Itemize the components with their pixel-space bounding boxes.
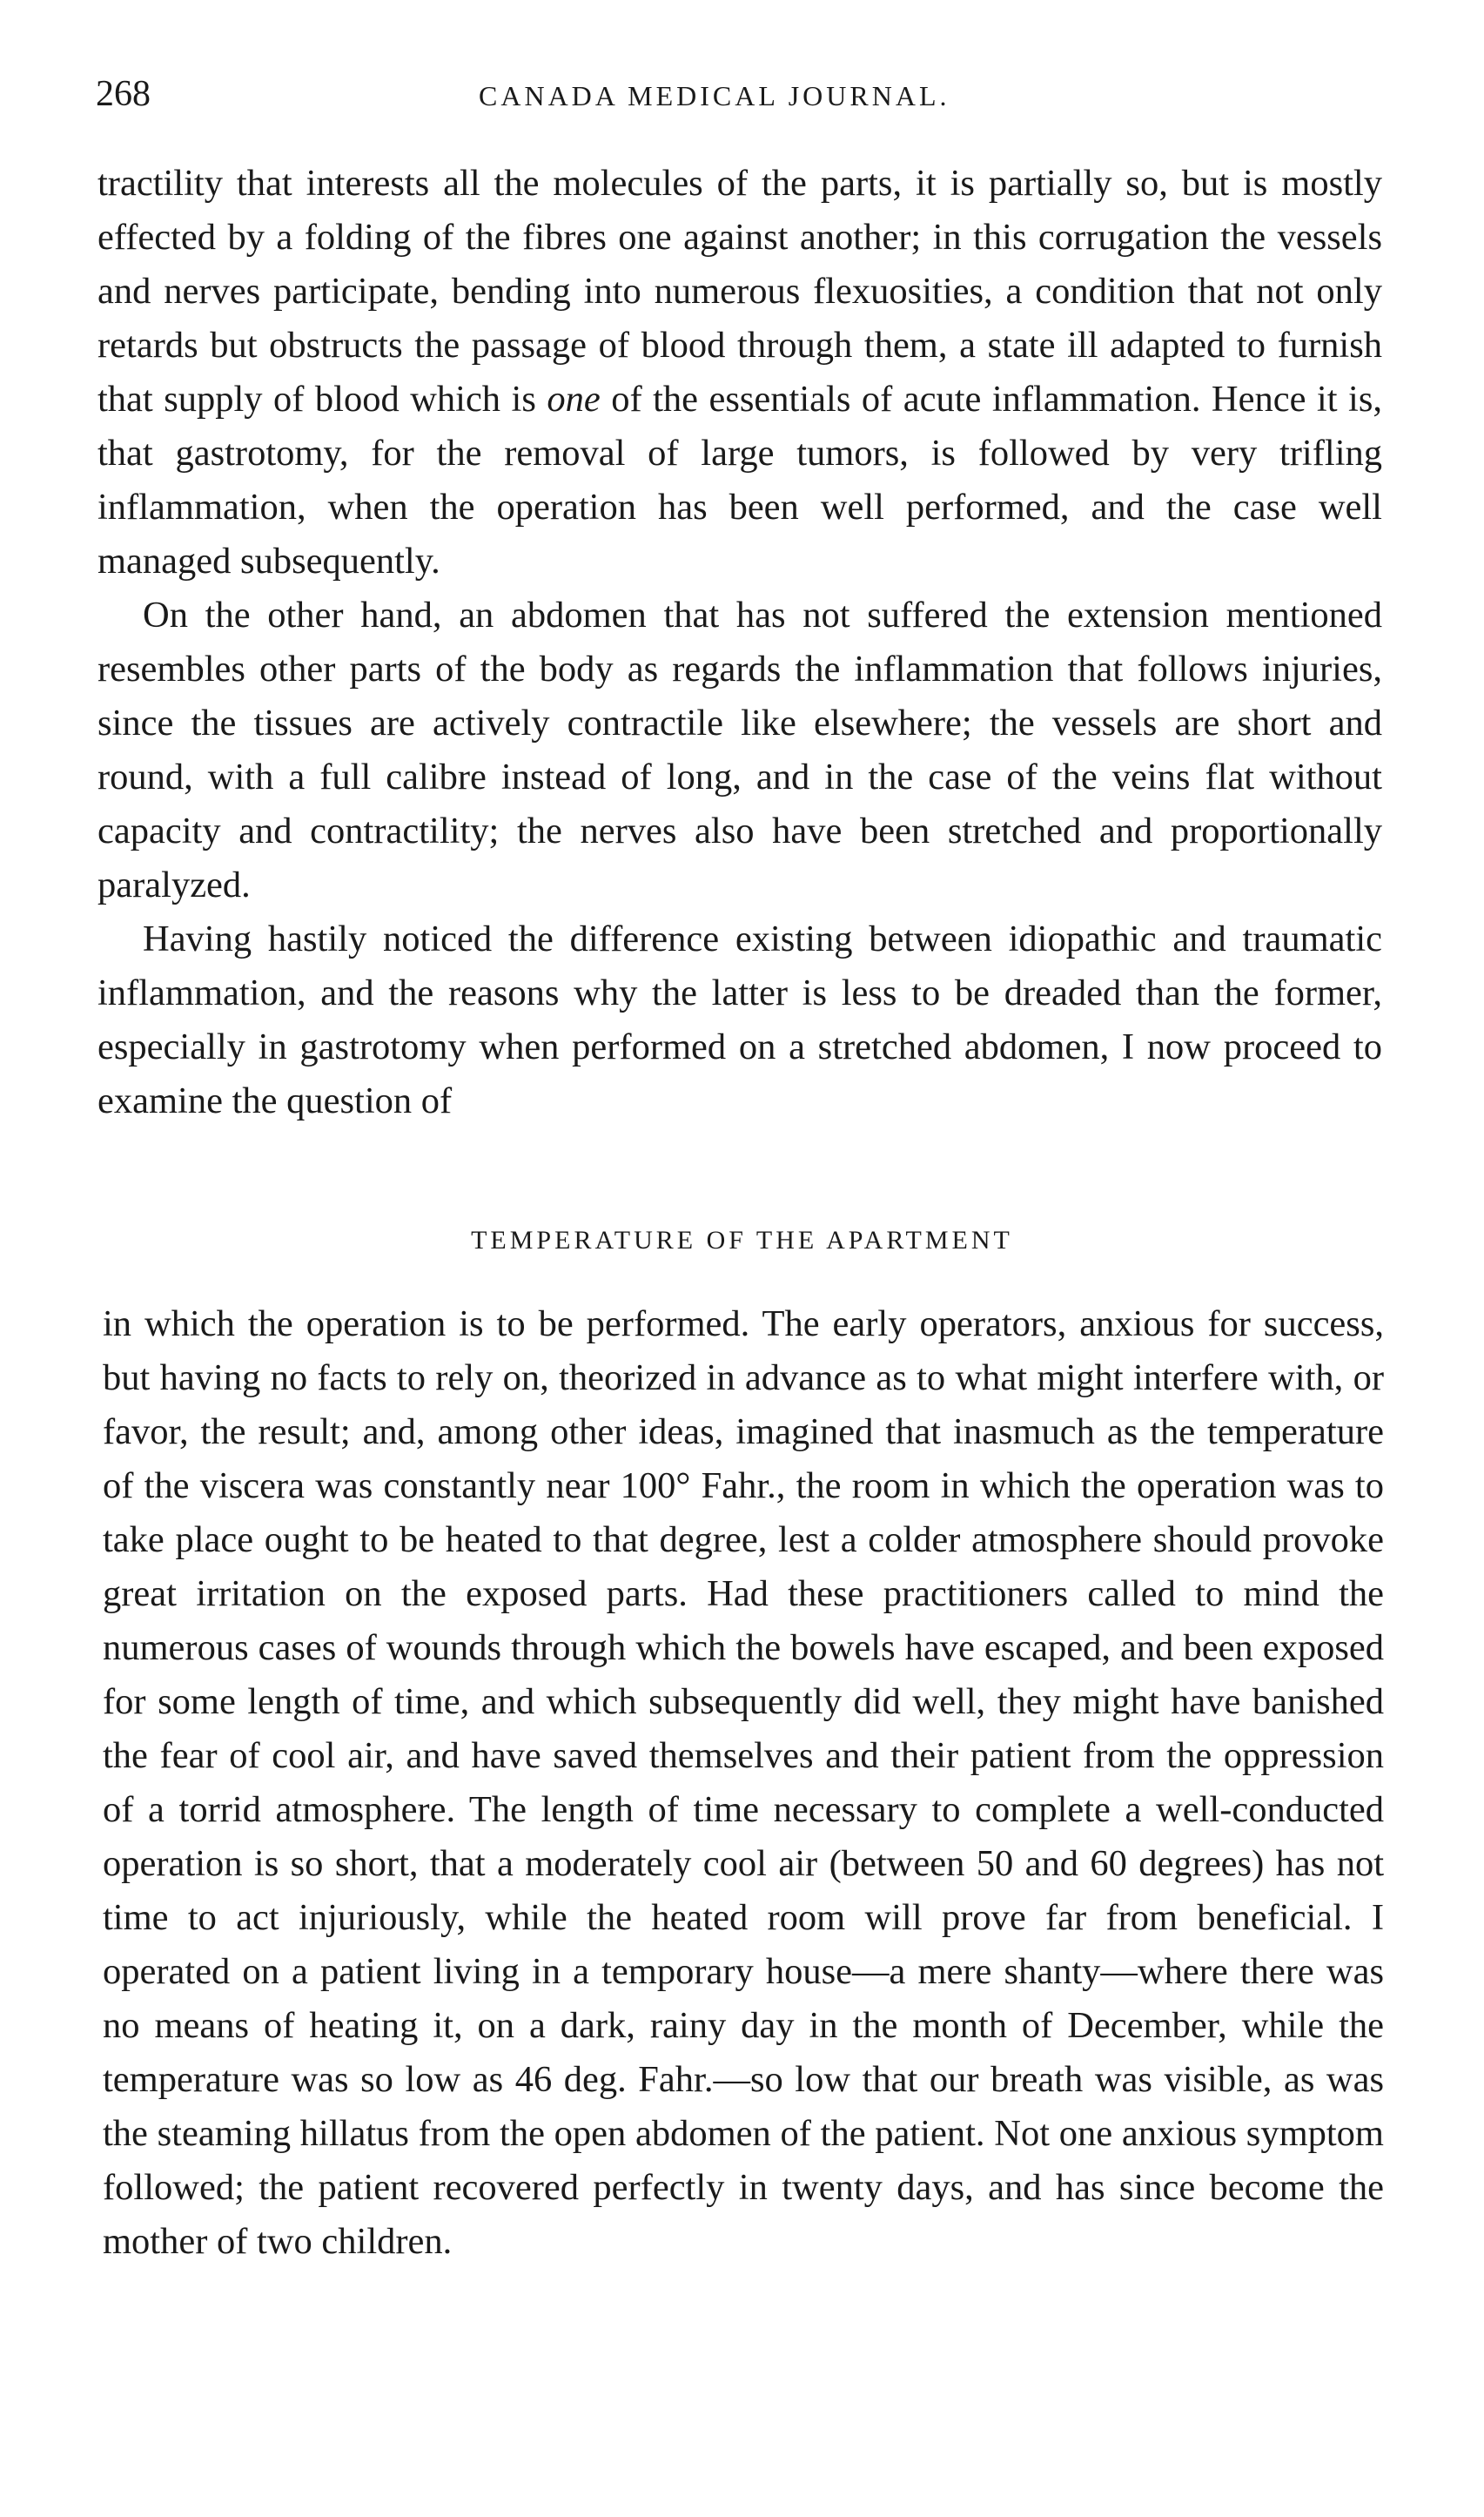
paragraph-transition: Having hastily noticed the difference existing between idiopathic and traumatic inflammation, and the reasons why the latter is less to be dreaded than the former, especially in gastrotomy when performed on a stretched abdomen, I now proceed to examine the question of bbox=[97, 919, 1382, 1121]
page-number: 268 bbox=[96, 74, 151, 114]
paragraph-text: tractility that interests all the molecules of the parts, it is partially so, but is mostly effected by a folding of the fibres one against another; in this corrugation the vessels and nerves participate, bending into numerous flexuosities, a condition that not only retards but obstructs the passage of blood through them, a state ill adapted to furnish that supply of blood which is bbox=[97, 163, 1382, 420]
section-heading: TEMPERATURE OF THE APARTMENT bbox=[471, 1226, 1013, 1255]
paragraph-continuation bbox=[97, 157, 1382, 589]
italic-emphasis: one bbox=[547, 379, 601, 420]
paragraph-text: of the essentials of acute inflammation. Hence it is, that gastrotomy, for the removal of large tumors, is followed by very trifling inflammation, when the operation has been well performed, and the case well managed subsequently. bbox=[97, 379, 1382, 582]
body-text-upper bbox=[97, 157, 1382, 1128]
paragraph-abdomen: On the other hand, an abdomen that has not suffered the extension mentioned resembles other parts of the body as regards the inflammation that follows injuries, since the tissues are actively contractile like elsewhere; the vessels are short and round, with a full calibre instead of long, and in the case of the veins flat without capacity and contractility; the nerves also have been stretched and proportionally paralyzed. bbox=[97, 595, 1382, 905]
body-text-lower bbox=[103, 1297, 1384, 2269]
running-header bbox=[96, 68, 1384, 120]
journal-title: CANADA MEDICAL JOURNAL. bbox=[479, 80, 950, 111]
paragraph-temperature: in which the operation is to be performed. The early operators, anxious for success, but having no facts to rely on, theorized in advance as to what might interfere with, or favor, the result; and, among other ideas, imagined that inasmuch as the temperature of the viscera was constantly near 100° Fahr., the room in which the operation was to take place ought to be heated to that degree, lest a colder atmosphere should provoke great irritation on the exposed parts. Had these practitioners called to mind the numerous cases of wounds through which the bowels have escaped, and been exposed for some length of time, and which subsequently did well, they might have banished the fear of cool air, and have saved themselves and their patient from the oppression of a torrid atmosphere. The length of time necessary to complete a well-conducted operation is so short, that a moderately cool air (between 50 and 60 degrees) has not time to act injuriously, while the heated room will prove far from beneficial. I operated on a patient living in a temporary house—a mere shanty—where there was no means of heating it, on a dark, rainy day in the month of December, while the temperature was so low as 46 deg. Fahr.—so low that our breath was visible, as was the steaming hillatus from the open abdomen of the patient. Not one anxious symptom followed; the patient recovered perfectly in twenty days, and has since become the mother of two children. bbox=[103, 1303, 1384, 2262]
